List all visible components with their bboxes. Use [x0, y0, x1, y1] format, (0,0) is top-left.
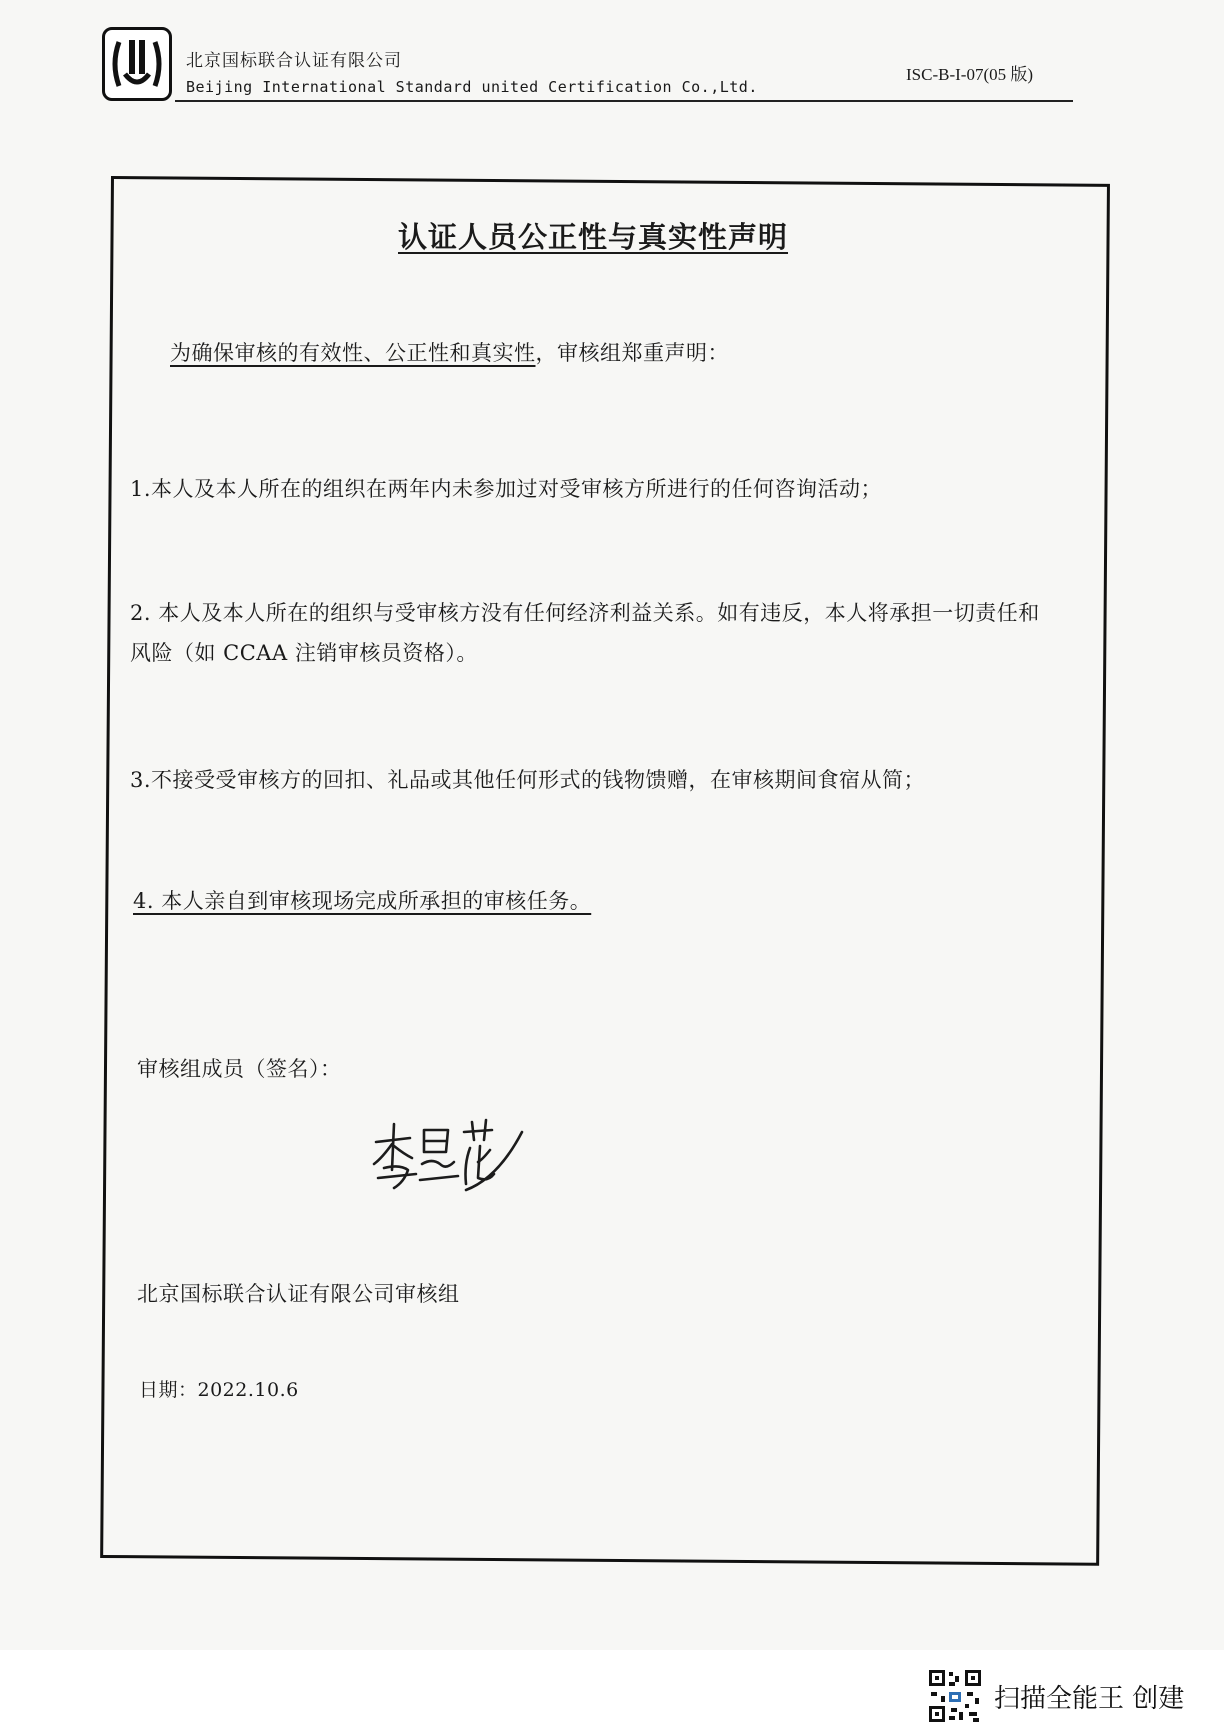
- document-frame: [100, 176, 1110, 1566]
- audit-team-org: 北京国标联合认证有限公司审核组: [137, 1282, 460, 1306]
- company-name-en: Beijing International Standard united Certification Co.,Ltd.: [186, 78, 758, 96]
- declaration-item-2-line-1: 2. 本人及本人所在的组织与受审核方没有任何经济利益关系。如有违反，本人将承担一切责任和: [130, 601, 1040, 625]
- declaration-item-2-line-2: 风险（如 CCAA 注销审核员资格）。: [130, 641, 478, 665]
- declaration-date: 日期：2022.10.6: [139, 1379, 299, 1401]
- members-signature-label: 审核组成员（签名）：: [137, 1057, 342, 1081]
- declaration-item-1: 1.本人及本人所在的组织在两年内未参加过对受审核方所进行的任何咨询活动；: [130, 477, 883, 501]
- qr-code-icon: [927, 1668, 983, 1724]
- declaration-item-4: 4. 本人亲自到审核现场完成所承担的审核任务。: [133, 889, 592, 913]
- intro-rest-text: ，审核组郑重声明：: [535, 341, 729, 365]
- company-name-cn: 北京国标联合认证有限公司: [186, 51, 402, 71]
- handwritten-signature: [370, 1108, 530, 1202]
- header-divider: [175, 100, 1073, 102]
- intro-underlined-text: 为确保审核的有效性、公正性和真实性: [170, 341, 536, 365]
- intro-statement: [170, 337, 729, 367]
- declaration-item-3: 3.不接受受审核方的回扣、礼品或其他任何形式的钱物馈赠，在审核期间食宿从简；: [130, 768, 926, 792]
- document-code: ISC-B-I-07(05 版): [906, 65, 1034, 84]
- scanner-watermark-text: 扫描全能王 创建: [994, 1684, 1185, 1714]
- company-logo-icon: [102, 27, 172, 101]
- page-title: 认证人员公正性与真实性声明: [398, 220, 789, 254]
